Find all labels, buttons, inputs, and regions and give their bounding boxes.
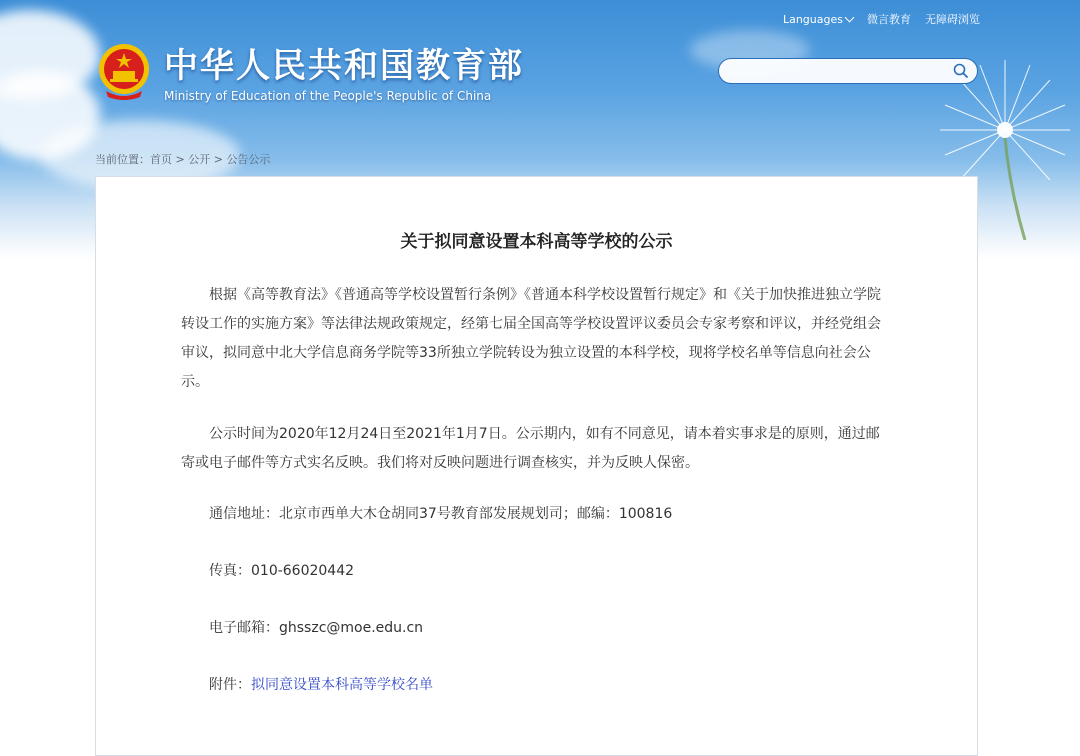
- article-body: [181, 281, 893, 700]
- search-input[interactable]: [731, 63, 953, 79]
- article-container: [95, 176, 978, 756]
- address-row: [181, 500, 893, 529]
- attachment-label: 附件：: [209, 677, 251, 693]
- national-emblem-icon: [96, 41, 152, 101]
- article-paragraph: 根据《高等教育法》《普通高等学校设置暂行条例》《普通本科学校设置暂行规定》和《关于加快推进独立学院转设工作的实施方案》等法律法规政策规定，经第七届全国高等学校设置评议委员会专家考察和评议，并经党组会审议，拟同意中北大学信息商务学院等33所独立学院转设为独立设置的本科学校，现将学校名单等信息向社会公示。: [181, 287, 881, 390]
- breadcrumb-prefix: 当前位置：: [95, 153, 150, 166]
- fax-label: 传真：: [209, 563, 251, 579]
- weibo-link[interactable]: 微言教育: [867, 13, 911, 26]
- address-value: 北京市西单大木仓胡同37号教育部发展规划司；邮编：100816: [279, 506, 673, 522]
- breadcrumb-home[interactable]: 首页: [150, 153, 172, 166]
- search-box: [718, 58, 978, 84]
- email-row: [181, 614, 893, 643]
- languages-label: Languages: [782, 12, 843, 26]
- site-subtitle: Ministry of Education of the People's Republic of China: [164, 89, 492, 103]
- site-title: 中华人民共和国教育部: [164, 46, 524, 86]
- breadcrumb-separator: >: [210, 153, 227, 166]
- fax-row: [181, 557, 893, 586]
- address-label: 通信地址：: [209, 506, 279, 522]
- attachment-link[interactable]: 拟同意设置本科高等学校名单: [251, 677, 433, 693]
- email-label: 电子邮箱：: [209, 620, 279, 636]
- utility-bar: [783, 11, 980, 27]
- site-logo[interactable]: [96, 38, 524, 103]
- breadcrumb-public[interactable]: 公开: [188, 153, 211, 166]
- breadcrumb: [95, 151, 270, 167]
- breadcrumb-separator: >: [172, 153, 189, 166]
- attachment-row: [181, 671, 893, 700]
- accessibility-link[interactable]: 无障碍浏览: [925, 13, 980, 26]
- breadcrumb-notices[interactable]: 公告公示: [226, 153, 271, 166]
- chevron-down-icon: [845, 13, 855, 23]
- email-value: ghsszc@moe.edu.cn: [279, 620, 424, 636]
- article-title: 关于拟同意设置本科高等学校的公示: [400, 232, 673, 252]
- article-paragraph: 公示时间为2020年12月24日至2021年1月7日。公示期内，如有不同意见，请本着实事求是的原则，通过邮寄或电子邮件等方式实名反映。我们将对反映问题进行调查核实，并为反映人保密。: [181, 426, 880, 471]
- fax-value: 010-66020442: [251, 563, 355, 579]
- search-icon[interactable]: [953, 63, 969, 79]
- languages-menu[interactable]: [783, 13, 853, 26]
